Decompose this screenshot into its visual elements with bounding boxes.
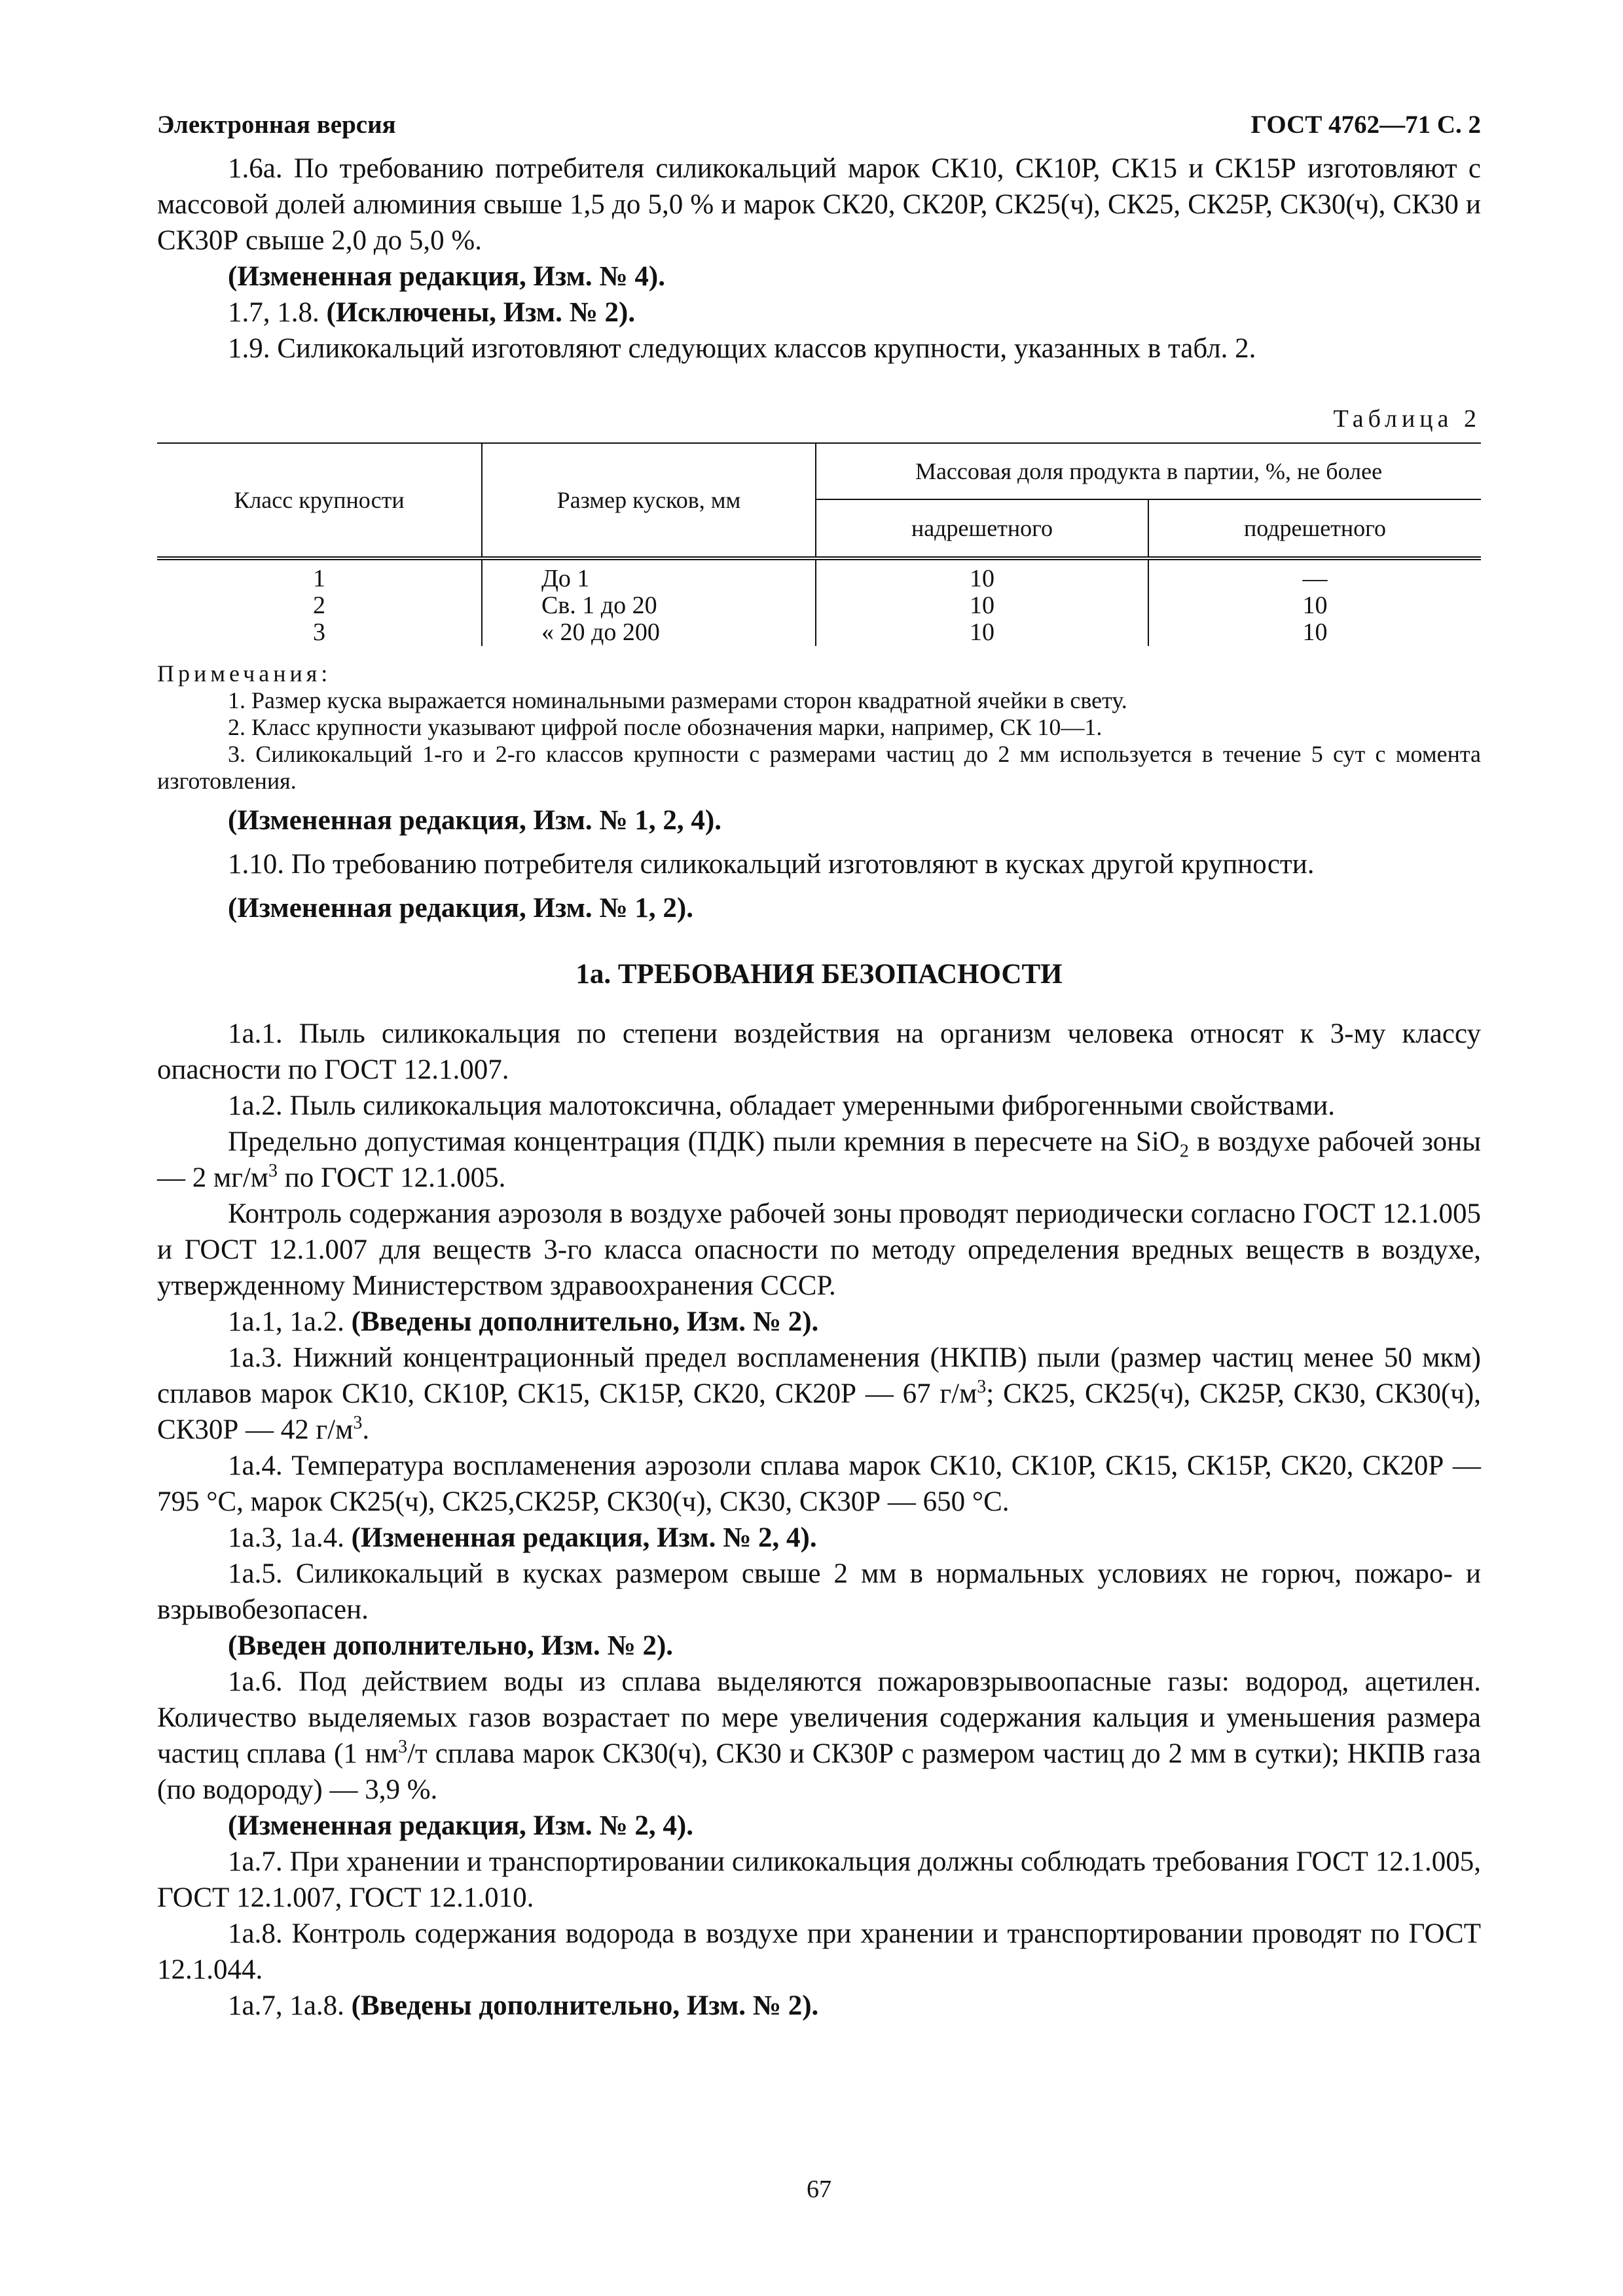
paragraph-1a-3: 1а.3. Нижний концентрационный предел воспламенения (НКПВ) пыли (размер частиц менее 50 мкм) сплавов марок СК10, СК10Р, СК15, СК15Р, СК20, СК20Р — 67 $г/м^3$; СК25, СК25(ч), СК25Р, СК30, СК30(ч), СК30Р — 42 $г/м^3$. — [157, 1342, 1481, 1445]
table-row — [157, 619, 1481, 646]
note-2: 2. Класс крупности указывают цифрой после обозначения марки, например, СК 10—1. — [228, 714, 1103, 740]
header-right: ГОСТ 4762—71 С. 2 — [1250, 111, 1481, 139]
header-class: Класс крупности — [157, 443, 482, 558]
change-note: (Введен дополнительно, Изм. № 2). — [228, 1630, 674, 1661]
paragraph-1a-2: 1а.2. Пыль силикокальция малотоксична, обладает умеренными фиброгенными свойствами. — [228, 1090, 1336, 1121]
header-oversize: надрешетного — [816, 499, 1148, 558]
cell-class: 2 — [157, 592, 482, 619]
cell-oversize: 10 — [816, 592, 1148, 619]
change-note: (Измененная редакция, Изм. № 1, 2, 4). — [228, 805, 721, 836]
cell-undersize: 10 — [1302, 592, 1328, 619]
change-note: (Измененная редакция, Изм. № 2, 4). — [351, 1522, 817, 1553]
cell-class: 1 — [157, 558, 482, 592]
paragraph-1-7 — [157, 295, 1481, 331]
document-page — [157, 110, 1482, 2203]
paragraph-1a-7-8: 1а.7, 1а.8. (Введены дополнительно, Изм. № 2). — [228, 1990, 819, 2021]
table-caption: Таблица 2 — [1333, 405, 1481, 433]
paragraph-1-9: 1.9. Силикокальций изготовляют следующих классов крупности, указанных в табл. 2. — [228, 333, 1256, 364]
cell-size: Св. 1 до 20 — [482, 592, 816, 619]
paragraph-1-6a: 1.6а. По требованию потребителя силикокальций марок СК10, СК10Р, СК15 и СК15Р изготовляют с массовой долей алюминия свыше 1,5 до 5,0 % и марок СК20, СК20Р, СК25(ч), СК25, СК25Р, СК30(ч), СК30 и СК30Р свыше 2,0 до 5,0 %. — [157, 153, 1481, 256]
change-note: (Введены дополнительно, Изм. № 2). — [351, 1990, 819, 2021]
page-header — [157, 110, 1481, 151]
paragraph-control: Контроль содержания аэрозоля в воздухе рабочей зоны проводят периодически согласно ГОСТ 12.1.005 и ГОСТ 12.1.007 для веществ 3-го класса опасности по методу определения вредных веществ в воздухе, утвержденному Министерством здравоохранения СССР. — [157, 1198, 1481, 1301]
table-row — [157, 592, 1481, 619]
change-note: (Измененная редакция, Изм. № 1, 2). — [228, 893, 693, 924]
change-note: (Введены дополнительно, Изм. № 2). — [351, 1306, 819, 1337]
paragraph-1a-1-2: 1а.1, 1а.2. (Введены дополнительно, Изм. № 2). — [228, 1306, 819, 1337]
paragraph-1a-3-4: 1а.3, 1а.4. (Измененная редакция, Изм. № 2, 4). — [228, 1522, 817, 1553]
header-undersize: подрешетного — [1148, 499, 1481, 558]
paragraph-pdk: Предельно допустимая концентрация (ПДК) пыли кремния в пересчете на SiO$_2$ в воздухе рабочей зоны — 2 $мг/м^3$ по ГОСТ 12.1.005. — [157, 1126, 1481, 1193]
note-1: 1. Размер куска выражается номинальными размерами сторон квадратной ячейки в свету. — [228, 687, 1127, 713]
table-notes — [157, 660, 1481, 795]
change-note: (Исключены, Изм. № 2). — [326, 297, 636, 328]
paragraph-1a-8: 1а.8. Контроль содержания водорода в воздухе при хранении и транспортировании проводят по ГОСТ 12.1.044. — [157, 1918, 1481, 1985]
paragraph-1a-7: 1а.7. При хранении и транспортировании силикокальция должны соблюдать требования ГОСТ 12.1.005, ГОСТ 12.1.007, ГОСТ 12.1.010. — [157, 1846, 1481, 1913]
cell-class: 3 — [157, 619, 482, 646]
cell-oversize: 10 — [816, 619, 1148, 646]
page-number: 67 — [807, 2176, 831, 2203]
cell-undersize: 10 — [1302, 619, 1328, 646]
change-note: (Измененная редакция, Изм. № 4). — [228, 261, 665, 292]
note-3: 3. Силикокальций 1-го и 2-го классов крупности с размерами частиц до 2 мм используется в течение 5 сут с момента изготовления. — [157, 741, 1481, 794]
notes-title: Примечания: — [157, 660, 332, 687]
header-mass-fraction: Массовая доля продукта в партии, %, не более — [816, 443, 1481, 499]
section-title: 1а. ТРЕБОВАНИЯ БЕЗОПАСНОСТИ — [575, 959, 1063, 990]
table-row — [157, 558, 1481, 592]
paragraph-1-10: 1.10. По требованию потребителя силикокальций изготовляют в кусках другой крупности. — [228, 849, 1315, 880]
size-class-table — [157, 442, 1481, 646]
cell-oversize: 10 — [816, 558, 1148, 592]
change-note: (Измененная редакция, Изм. № 2, 4). — [228, 1810, 693, 1841]
paragraph-1a-1: 1а.1. Пыль силикокальция по степени воздействия на организм человека относят к 3-му классу опасности по ГОСТ 12.1.007. — [157, 1018, 1481, 1085]
paragraph-1a-4: 1а.4. Температура воспламенения аэрозоли сплава марок СК10, СК10Р, СК15, СК15Р, СК20, СК20Р — 795 °С, марок СК25(ч), СК25,СК25Р, СК30(ч), СК30, СК30Р — 650 °С. — [157, 1450, 1481, 1517]
header-size: Размер кусков, мм — [482, 443, 816, 558]
cell-undersize: — — [1302, 565, 1328, 592]
paragraph-1a-6: 1а.6. Под действием воды из сплава выделяются пожаровзрывоопасные газы: водород, ацетилен. Количество выделяемых газов возрастает по мере увеличения содержания кальция и уменьшения размера частиц сплава (1 $нм^3/т$ сплава марок СК30(ч), СК30 и СК30Р с размером частиц до 2 мм в сутки); НКПВ газа (по водороду) — 3,9 %. — [157, 1666, 1482, 1805]
paragraph-1a-5: 1а.5. Силикокальций в кусках размером свыше 2 мм в нормальных условиях не горюч, пожаро- и взрывобезопасен. — [157, 1558, 1481, 1625]
header-left: Электронная версия — [157, 111, 396, 139]
cell-size: « 20 до 200 — [482, 619, 816, 646]
cell-size: До 1 — [482, 558, 816, 592]
clause-number: 1.7, 1.8. — [228, 297, 319, 328]
